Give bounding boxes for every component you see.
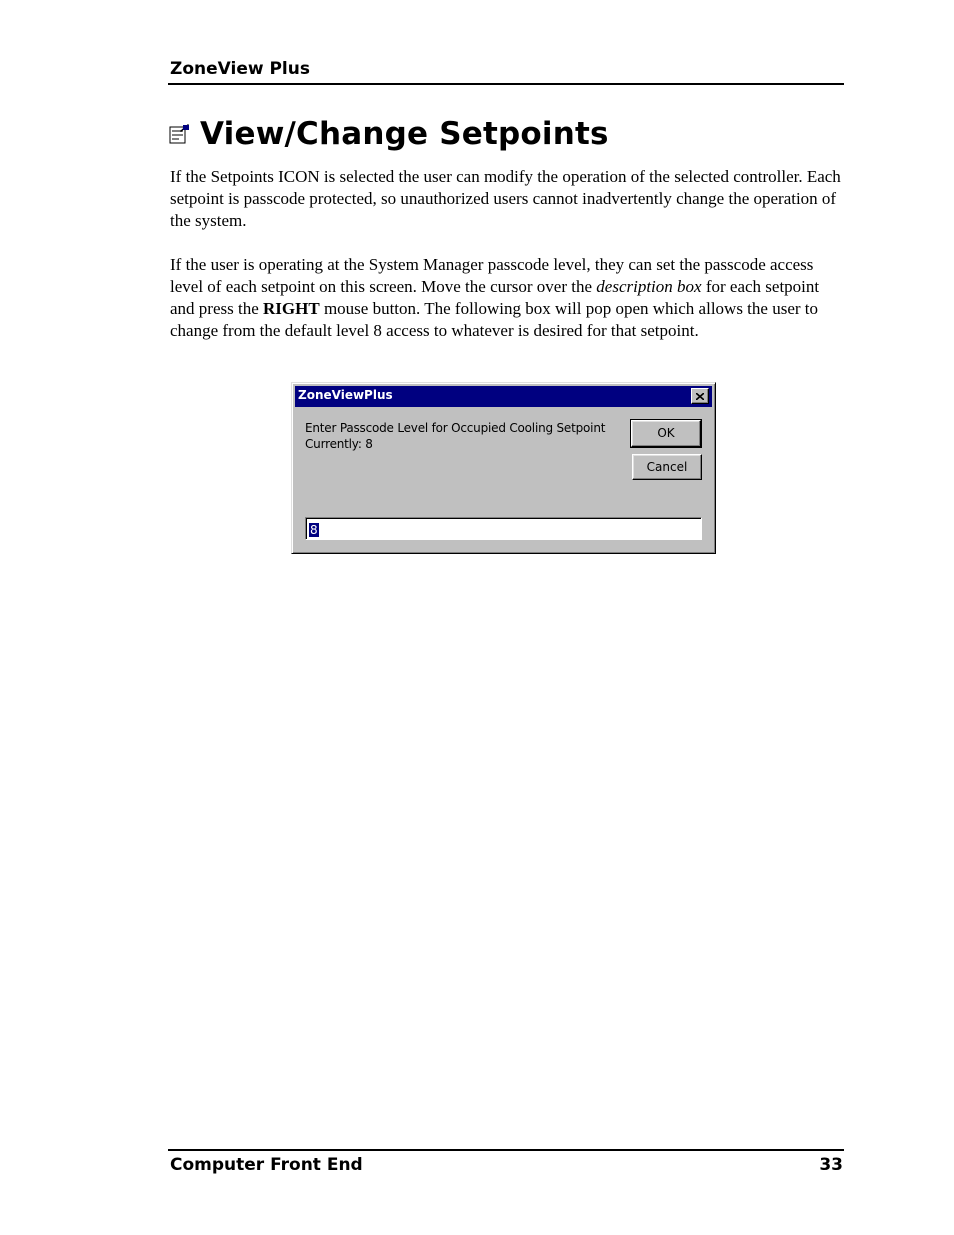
paragraph-2-italic: description box (596, 277, 702, 296)
setpoints-icon (168, 123, 190, 145)
page-number: 33 (819, 1155, 843, 1175)
cancel-button[interactable]: Cancel (632, 454, 702, 480)
section-heading (168, 114, 609, 154)
passcode-input[interactable] (305, 517, 702, 540)
page-title: View/Change Setpoints (200, 116, 609, 152)
dialog-titlebar[interactable] (295, 386, 712, 407)
paragraph-2 (170, 254, 846, 342)
paragraph-1: If the Setpoints ICON is selected the user can modify the operation of the selected controller. Each setpoint is passcode protected, so unauthorized users cannot inadvertently change the operation of the system. (170, 167, 841, 230)
close-button[interactable] (691, 388, 709, 404)
passcode-input-value: 8 (310, 523, 318, 537)
paragraph-2-text-c: mouse button. The following box will pop open which allows the user to change from the default level 8 access to whatever is desired for that setpoint. (170, 299, 818, 340)
header-rule (168, 83, 844, 85)
footer-rule (168, 1149, 844, 1151)
dialog-prompt (305, 420, 605, 452)
dialog-title: ZoneViewPlus (298, 388, 393, 402)
running-header: ZoneView Plus (170, 59, 310, 79)
ok-button[interactable]: OK (631, 420, 701, 447)
paragraph-2-text-a: If the user is operating at the System Manager passcode level, they can set the passcode access level of each setpoint on this screen. Move the cursor over the (170, 255, 814, 296)
paragraph-2-text-b: for each setpoint and press the (170, 277, 820, 318)
close-icon (696, 393, 704, 400)
prompt-line-1: Enter Passcode Level for Occupied Cooling Setpoint (305, 421, 606, 435)
paragraph-2-bold: RIGHT (263, 299, 320, 318)
prompt-line-2: Currently: 8 (305, 437, 373, 451)
footer-title: Computer Front End (170, 1155, 363, 1175)
passcode-dialog (291, 382, 716, 554)
